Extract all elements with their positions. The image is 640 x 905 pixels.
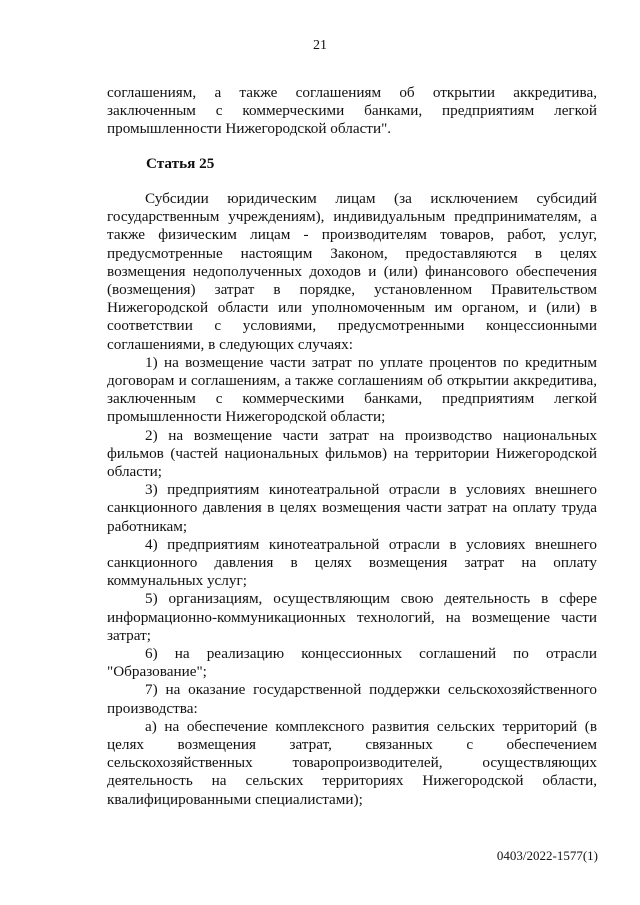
list-item-4 xyxy=(107,536,597,591)
text-line: 5) организациям, осуществляющим свою деятельность в сфере xyxy=(145,590,597,608)
list-item-6 xyxy=(107,645,597,681)
text-line: а) на обеспечение комплексного развития сельских территорий (в xyxy=(145,717,597,735)
text-line: заключенным с коммерческими банками, предприятиям легкой xyxy=(107,102,597,120)
text-line: 2) на возмещение части затрат на производство национальных xyxy=(145,426,597,444)
text-line: области; xyxy=(107,462,162,480)
continuation-paragraph xyxy=(107,84,597,139)
text-line: санкционного давления в целях возмещения части затрат на оплату труда xyxy=(107,499,597,517)
text-line: соглашениям, а также соглашениям об открытии аккредитива, xyxy=(107,84,597,101)
text-line: работникам; xyxy=(107,517,188,535)
list-item-2 xyxy=(107,427,597,482)
article-title: Статья 25 xyxy=(146,155,215,172)
text-line: предусмотренные настоящим Законом, предоставляются в целях xyxy=(107,244,597,262)
page-number: 21 xyxy=(313,38,327,53)
text-line: сельскохозяйственных товаропроизводителей, осуществляющих xyxy=(107,754,597,772)
text-line: коммунальных услуг; xyxy=(107,572,247,590)
text-line: целях возмещения затрат, связанных с обеспечением xyxy=(107,735,597,753)
text-line: квалифицированными специалистами); xyxy=(107,790,363,808)
text-line: заключенным с коммерческими банками, предприятиям легкой xyxy=(107,390,597,408)
text-line: также физическим лицам - производителям товаров, работ, услуг, xyxy=(107,226,597,244)
text-line: договорам и соглашениям, а также соглашениям об открытии аккредитива, xyxy=(107,371,597,389)
text-line: Нижегородской области или уполномоченным им органом, и (или) в xyxy=(107,299,597,317)
document-footer-code: 0403/2022-1577(1) xyxy=(496,848,598,863)
text-line: 7) на оказание государственной поддержки сельскохозяйственного xyxy=(145,681,597,699)
text-line: Субсидии юридическим лицам (за исключением субсидий xyxy=(145,190,597,207)
list-item-3 xyxy=(107,481,597,536)
text-line: государственным учреждениям), индивидуальным предпринимателям, а xyxy=(107,208,597,226)
text-line: производства: xyxy=(107,699,198,717)
text-line: 3) предприятиям кинотеатральной отрасли в условиях внешнего xyxy=(145,481,597,499)
list-subitem-a xyxy=(107,718,597,809)
text-line: (возмещения) затрат в порядке, установленном Правительством xyxy=(107,280,597,298)
text-line: промышленности Нижегородской области". xyxy=(107,120,392,138)
text-line: промышленности Нижегородской области; xyxy=(107,408,386,426)
text-line: возмещения недополученных доходов и (или) финансового обеспечения xyxy=(107,262,597,280)
text-line: 1) на возмещение части затрат по уплате процентов по кредитным xyxy=(145,353,597,371)
text-line: соглашениями, в следующих случаях: xyxy=(107,335,353,353)
list-item-7 xyxy=(107,681,597,717)
text-line: информационно-коммуникационных технологий, на возмещение части xyxy=(107,608,597,626)
article-intro-paragraph xyxy=(107,190,597,354)
text-line: 6) на реализацию концессионных соглашений по отрасли xyxy=(145,645,597,662)
text-line: затрат; xyxy=(107,626,151,644)
text-line: 4) предприятиям кинотеатральной отрасли в условиях внешнего xyxy=(145,535,597,553)
text-line: деятельность на сельских территориях Нижегородской области, xyxy=(107,772,597,790)
text-line: "Образование"; xyxy=(107,663,207,681)
list-item-1 xyxy=(107,354,597,427)
list-item-5 xyxy=(107,590,597,645)
text-line: санкционного давления в целях возмещения затрат на оплату xyxy=(107,553,597,571)
text-line: фильмов (частей национальных фильмов) на территории Нижегородской xyxy=(107,444,597,462)
text-line: соответствии с условиями, предусмотренными концессионными xyxy=(107,317,597,335)
